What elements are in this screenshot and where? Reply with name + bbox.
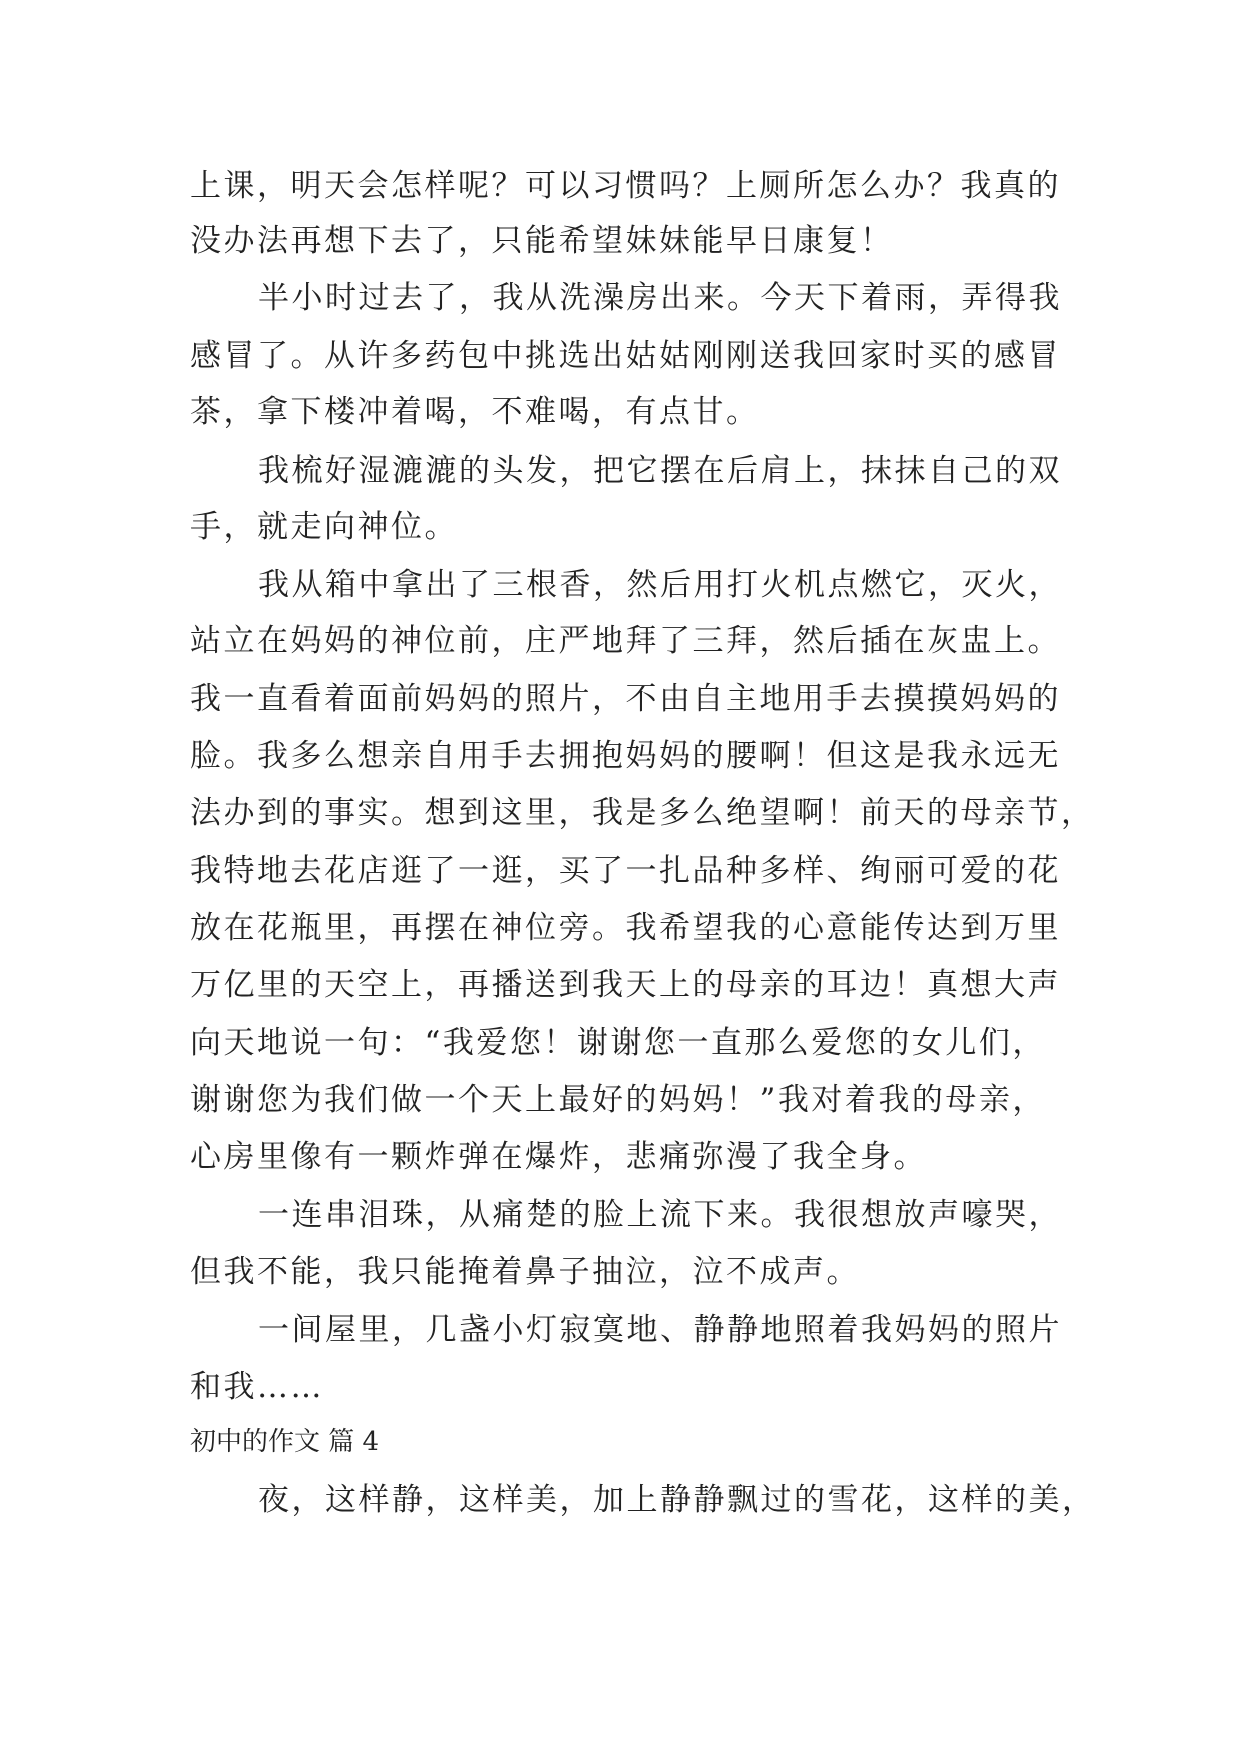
paragraph-line: 一连串泪珠，从痛楚的脸上流下来。我很想放声嚎哭， bbox=[258, 1197, 1062, 1233]
paragraph-line: 向天地说一句：“我爱您！谢谢您一直那么爱您的女儿们， bbox=[190, 1025, 1046, 1061]
paragraph-line: 半小时过去了，我从洗澡房出来。今天下着雨，弄得我 bbox=[258, 280, 1062, 316]
paragraph-line: 站立在妈妈的神位前，庄严地拜了三拜，然后插在灰盅上。 bbox=[190, 623, 1061, 659]
paragraph-line: 夜，这样静，这样美，加上静静飘过的雪花，这样的美， bbox=[258, 1482, 1096, 1518]
paragraph-line: 脸。我多么想亲自用手去拥抱妈妈的腰啊！但这是我永远无 bbox=[190, 738, 1061, 774]
paragraph-line: 感冒了。从许多药包中挑选出姑姑刚刚送我回家时买的感冒 bbox=[190, 338, 1061, 374]
paragraph-line: 但我不能，我只能掩着鼻子抽泣，泣不成声。 bbox=[190, 1254, 860, 1290]
paragraph-line: 谢谢您为我们做一个天上最好的妈妈！”我对着我的母亲， bbox=[190, 1082, 1046, 1118]
paragraph-line: 万亿里的天空上，再播送到我天上的母亲的耳边！真想大声 bbox=[190, 967, 1061, 1003]
paragraph-line: 上课，明天会怎样呢？可以习惯吗？上厕所怎么办？我真的 bbox=[190, 168, 1061, 204]
paragraph-line: 心房里像有一颗炸弹在爆炸，悲痛弥漫了我全身。 bbox=[190, 1139, 927, 1175]
paragraph-line: 我一直看着面前妈妈的照片，不由自主地用手去摸摸妈妈的 bbox=[190, 681, 1061, 717]
section-heading: 初中的作文 篇 4 bbox=[190, 1427, 380, 1457]
paragraph-line: 放在花瓶里，再摆在神位旁。我希望我的心意能传达到万里 bbox=[190, 910, 1061, 946]
paragraph-line: 手，就走向神位。 bbox=[190, 509, 458, 545]
paragraph-line: 我从箱中拿出了三根香，然后用打火机点燃它，灭火， bbox=[258, 567, 1062, 603]
paragraph-line: 一间屋里，几盏小灯寂寞地、静静地照着我妈妈的照片 bbox=[258, 1312, 1062, 1348]
paragraph-line: 和我…… bbox=[190, 1369, 324, 1405]
paragraph-line: 我梳好湿漉漉的头发，把它摆在后肩上，抹抹自己的双 bbox=[258, 453, 1062, 489]
paragraph-line: 茶，拿下楼冲着喝，不难喝，有点甘。 bbox=[190, 394, 760, 430]
paragraph-line: 没办法再想下去了，只能希望妹妹能早日康复！ bbox=[190, 223, 894, 259]
paragraph-line: 我特地去花店逛了一逛，买了一扎品种多样、绚丽可爱的花 bbox=[190, 853, 1061, 889]
paragraph-line: 法办到的事实。想到这里，我是多么绝望啊！前天的母亲节， bbox=[190, 795, 1095, 831]
